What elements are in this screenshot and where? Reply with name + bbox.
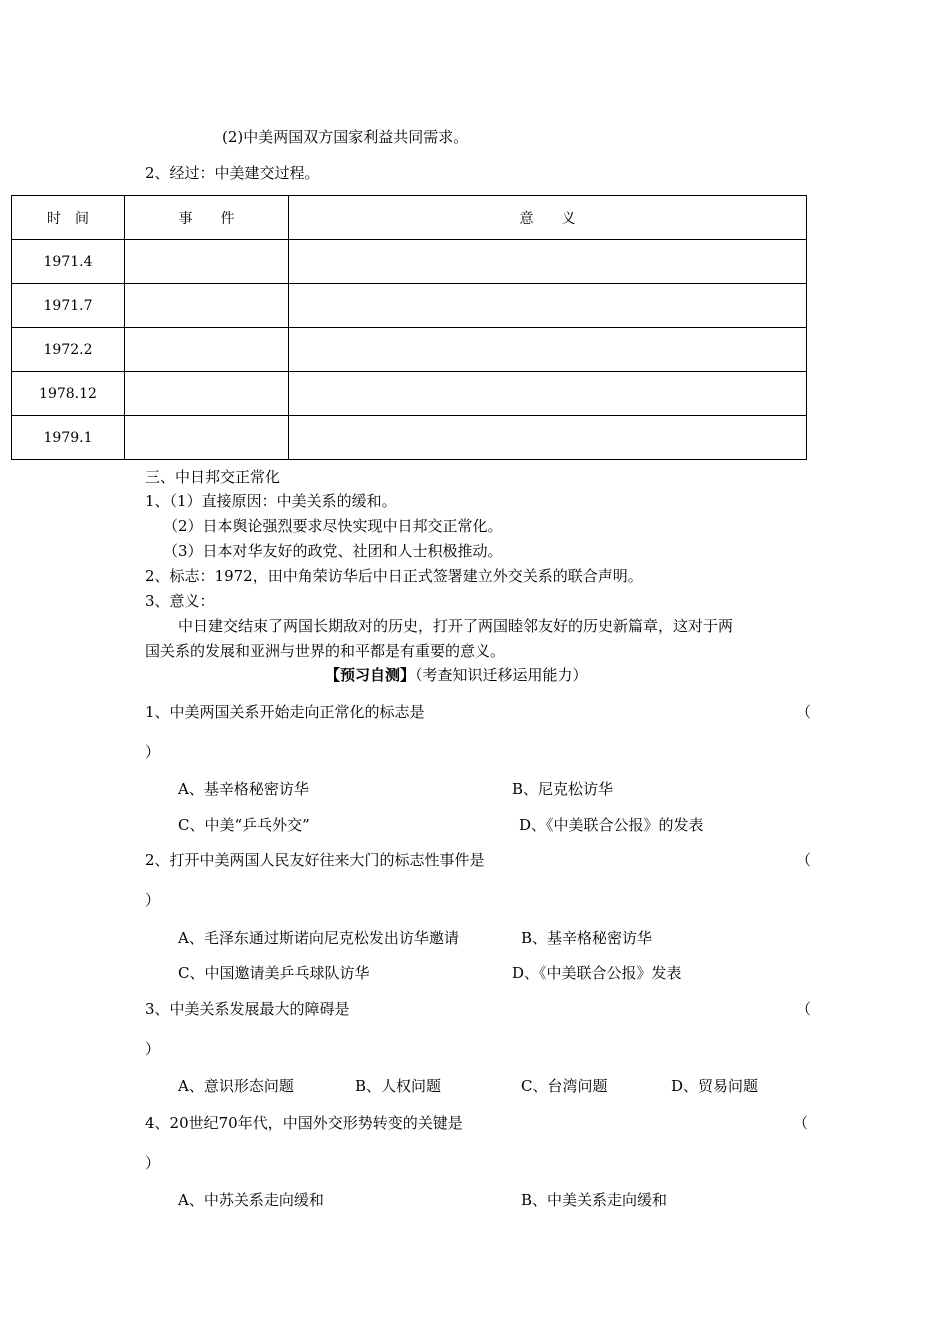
question-2-option-d[interactable]: D、《中美联合公报》发表: [512, 964, 682, 982]
row-meaning[interactable]: [289, 328, 807, 372]
question-4-stem: 4、20世纪70年代，中国外交形势转变的关键是: [145, 1114, 463, 1132]
row-time: 1979.1: [12, 416, 125, 460]
header-event: 事 件: [125, 196, 289, 240]
question-4-open-paren: （: [793, 1114, 809, 1132]
intro-line-2: 2、经过：中美建交过程。: [145, 164, 320, 182]
table-row: [12, 328, 807, 372]
row-time: 1971.7: [12, 284, 125, 328]
preview-heading: [325, 665, 588, 685]
section-3-meaning-label: 3、意义：: [145, 592, 215, 610]
row-event[interactable]: [125, 240, 289, 284]
table-row: [12, 284, 807, 328]
table-row: [12, 240, 807, 284]
header-meaning: 意 义: [289, 196, 807, 240]
question-2-close-paren: ）: [145, 891, 161, 909]
section-3-cause-1: 1、（1）直接原因：中美关系的缓和。: [145, 492, 397, 510]
question-3-option-b[interactable]: B、人权问题: [355, 1077, 442, 1095]
question-3-option-c[interactable]: C、台湾问题: [521, 1077, 608, 1095]
row-time: 1978.12: [12, 372, 125, 416]
row-meaning[interactable]: [289, 416, 807, 460]
question-1-stem: 1、中美两国关系开始走向正常化的标志是: [145, 703, 425, 721]
question-2-stem: 2、打开中美两国人民友好往来大门的标志性事件是: [145, 851, 485, 869]
row-event[interactable]: [125, 328, 289, 372]
question-1-option-a[interactable]: A、基辛格秘密访华: [178, 780, 309, 798]
preview-title: 【预习自测】: [325, 666, 416, 684]
section-3-cause-2: （2）日本舆论强烈要求尽快实现中日邦交正常化。: [163, 517, 503, 535]
question-2-option-a[interactable]: A、毛泽东通过斯诺向尼克松发出访华邀请: [178, 929, 459, 947]
question-4-close-paren: ）: [145, 1154, 161, 1172]
question-4-option-b[interactable]: B、中美关系走向缓和: [521, 1191, 668, 1209]
table-row: [12, 416, 807, 460]
table-row: [12, 372, 807, 416]
intro-line-1: (2)中美两国双方国家利益共同需求。: [222, 128, 469, 146]
row-event[interactable]: [125, 372, 289, 416]
header-time: 时 间: [12, 196, 125, 240]
section-3-sign: 2、标志：1972，田中角荣访华后中日正式签署建立外交关系的联合声明。: [145, 567, 643, 585]
row-meaning[interactable]: [289, 284, 807, 328]
row-event[interactable]: [125, 284, 289, 328]
row-meaning[interactable]: [289, 240, 807, 284]
question-1-open-paren: （: [796, 703, 812, 721]
question-1-option-b[interactable]: B、尼克松访华: [512, 780, 614, 798]
section-3-meaning-line-1: 中日建交结束了两国长期敌对的历史，打开了两国睦邻友好的历史新篇章，这对于两: [178, 617, 734, 635]
row-meaning[interactable]: [289, 372, 807, 416]
question-3-close-paren: ）: [145, 1040, 161, 1058]
question-3-option-d[interactable]: D、贸易问题: [671, 1077, 759, 1095]
row-event[interactable]: [125, 416, 289, 460]
question-3-stem: 3、中美关系发展最大的障碍是: [145, 1000, 350, 1018]
question-2-option-c[interactable]: C、中国邀请美乒乓球队访华: [178, 964, 370, 982]
table-header-row: [12, 196, 807, 240]
question-1-option-c[interactable]: C、中美“乒乓外交”: [178, 816, 310, 834]
section-3-meaning-line-2: 国关系的发展和亚洲与世界的和平都是有重要的意义。: [145, 642, 506, 660]
question-1-close-paren: ）: [145, 743, 161, 761]
question-3-open-paren: （: [796, 1000, 812, 1018]
section-3-cause-3: （3）日本对华友好的政党、社团和人士积极推动。: [163, 542, 503, 560]
row-time: 1972.2: [12, 328, 125, 372]
section-3-title: 三、中日邦交正常化: [145, 468, 281, 486]
question-2-open-paren: （: [796, 851, 812, 869]
question-2-option-b[interactable]: B、基辛格秘密访华: [521, 929, 653, 947]
question-4-option-a[interactable]: A、中苏关系走向缓和: [178, 1191, 324, 1209]
question-3-option-a[interactable]: A、意识形态问题: [178, 1077, 294, 1095]
timeline-table: [11, 195, 807, 460]
row-time: 1971.4: [12, 240, 125, 284]
question-1-option-d[interactable]: D、《中美联合公报》的发表: [519, 816, 704, 834]
preview-subtitle: （考查知识迁移运用能力）: [415, 666, 588, 684]
